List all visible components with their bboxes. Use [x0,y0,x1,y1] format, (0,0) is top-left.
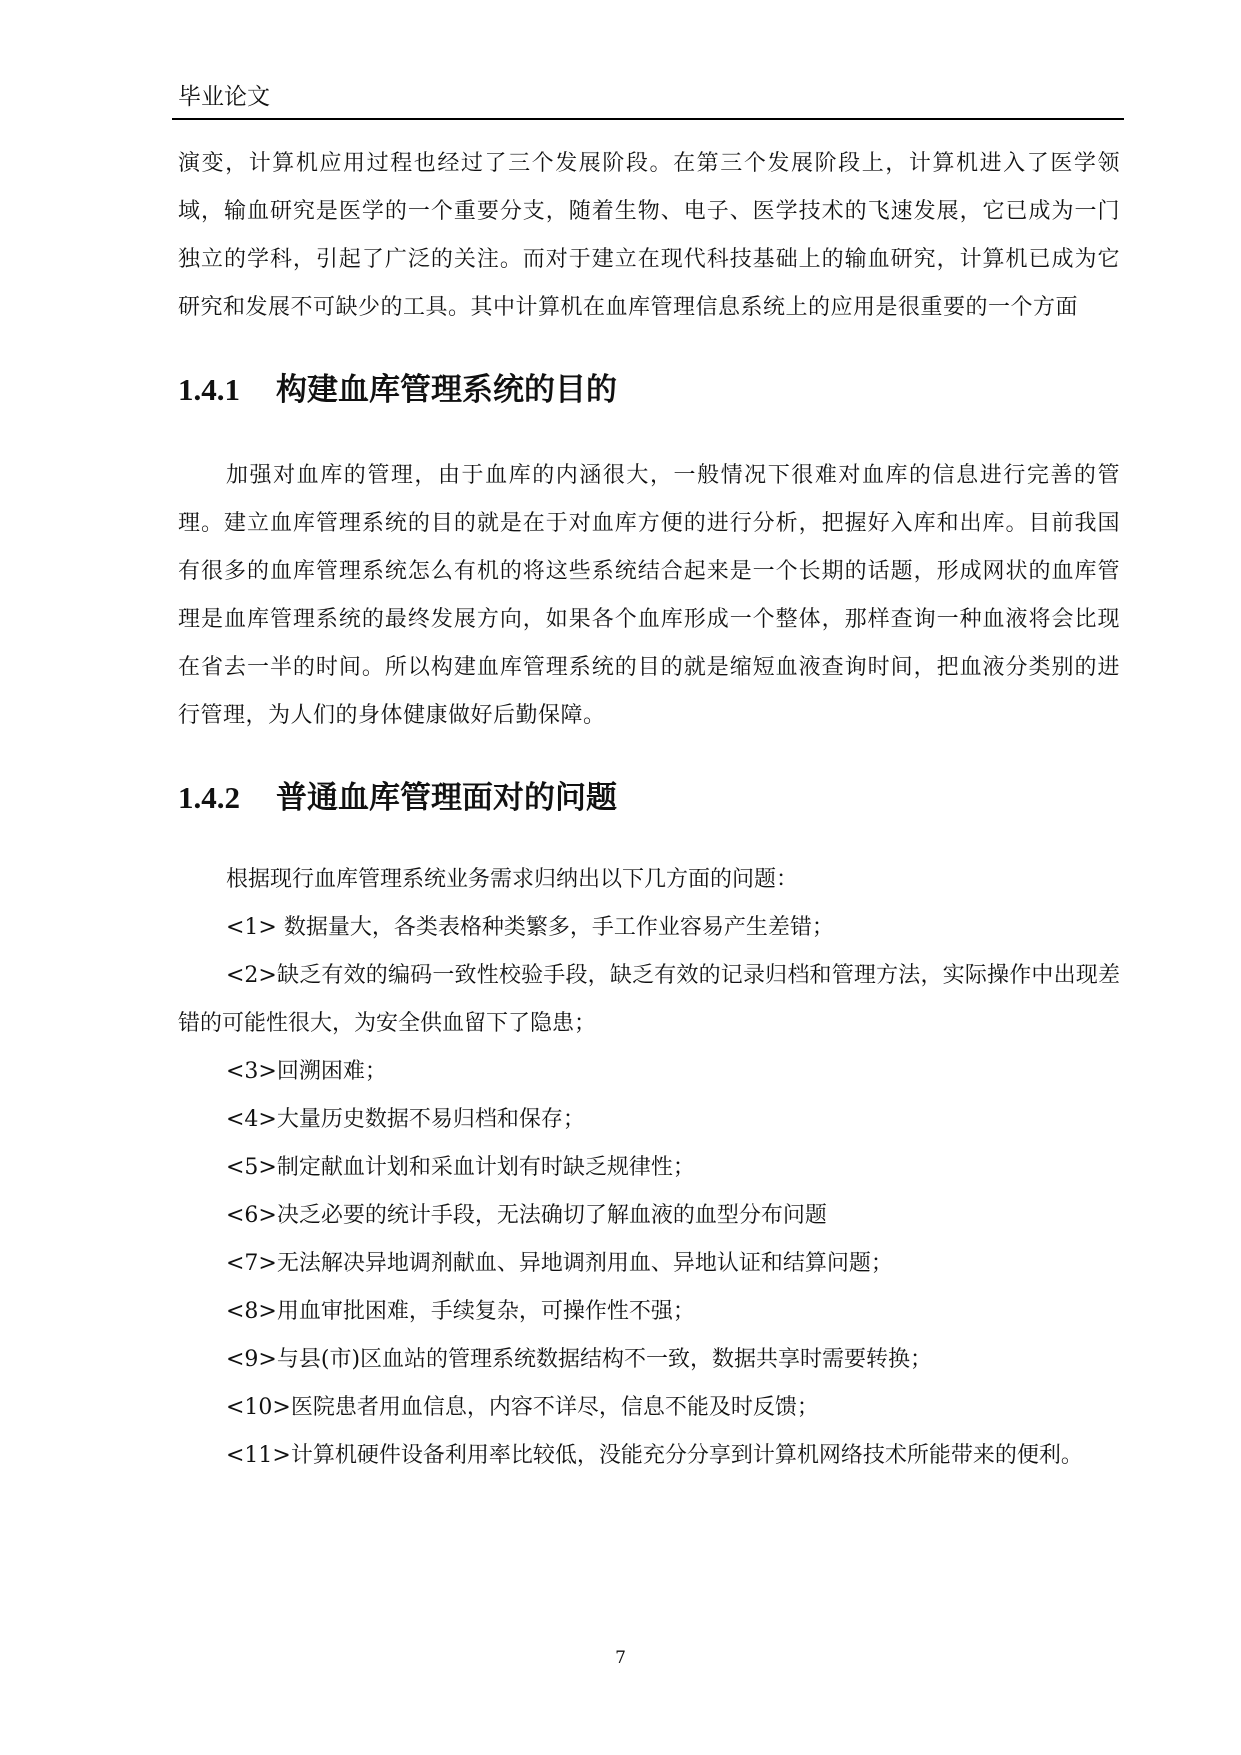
intro-paragraph: 演变，计算机应用过程也经过了三个发展阶段。在第三个发展阶段上，计算机进入了医学领域，输血研究是医学的一个重要分支，随着生物、电子、医学技术的飞速发展，它已成为一门独立的学科，引起了广泛的关注。而对于建立在现代科技基础上的输血研究，计算机已成为它研究和发展不可缺少的工具。其中计算机在血库管理信息系统上的应用是很重要的一个方面 [178,151,1120,320]
section-number: 1.4.1 [178,372,240,407]
list-item: <6>决乏必要的统计手段，无法确切了解血液的血型分布问题 [226,1203,827,1228]
header-rule [172,118,1124,120]
running-header: 毕业论文 [178,84,270,110]
list-item: <4>大量历史数据不易归档和保存； [226,1107,585,1132]
list-item: <3>回溯困难； [226,1059,387,1084]
section-heading-1-4-2 [178,770,1120,826]
section-title: 构建血库管理系统的目的 [276,372,617,407]
list-item: <7>无法解决异地调剂献血、异地调剂用血、异地认证和结算问题； [226,1251,893,1276]
section-title: 普通血库管理面对的问题 [276,780,617,815]
list-item: <8>用血审批困难，手续复杂，可操作性不强； [226,1299,695,1324]
section-number: 1.4.2 [178,780,240,815]
page-number: 7 [615,1648,626,1668]
list-item: <2>缺乏有效的编码一致性校验手段，缺乏有效的记录归档和管理方法，实际操作中出现差错的可能性很大，为安全供血留下了隐患； [178,963,1120,1036]
list-item: <11>计算机硬件设备利用率比较低，没能充分分享到计算机网络技术所能带来的便利。 [226,1443,1083,1468]
section-2-intro: 根据现行血库管理系统业务需求归纳出以下几方面的问题： [226,867,799,892]
list-item: <9>与县(市)区血站的管理系统数据结构不一致，数据共享时需要转换； [226,1347,933,1372]
page-body [178,140,1120,1480]
list-item: <10>医院患者用血信息，内容不详尽，信息不能及时反馈； [226,1395,819,1420]
list-item: <1> 数据量大，各类表格种类繁多，手工作业容易产生差错； [226,915,834,940]
list-item: <5>制定献血计划和采血计划有时缺乏规律性； [226,1155,695,1180]
section-1-paragraph: 加强对血库的管理，由于血库的内涵很大，一般情况下很难对血库的信息进行完善的管理。建立血库管理系统的目的就是在于对血库方便的进行分析，把握好入库和出库。目前我国有很多的血库管理系统怎么有机的将这些系统结合起来是一个长期的话题，形成网状的血库管理是血库管理系统的最终发展方向，如果各个血库形成一个整体，那样查询一种血液将会比现在省去一半的时间。所以构建血库管理系统的目的就是缩短血液查询时间，把血液分类别的进行管理，为人们的身体健康做好后勤保障。 [178,463,1120,728]
section-heading-1-4-1 [178,362,1120,418]
